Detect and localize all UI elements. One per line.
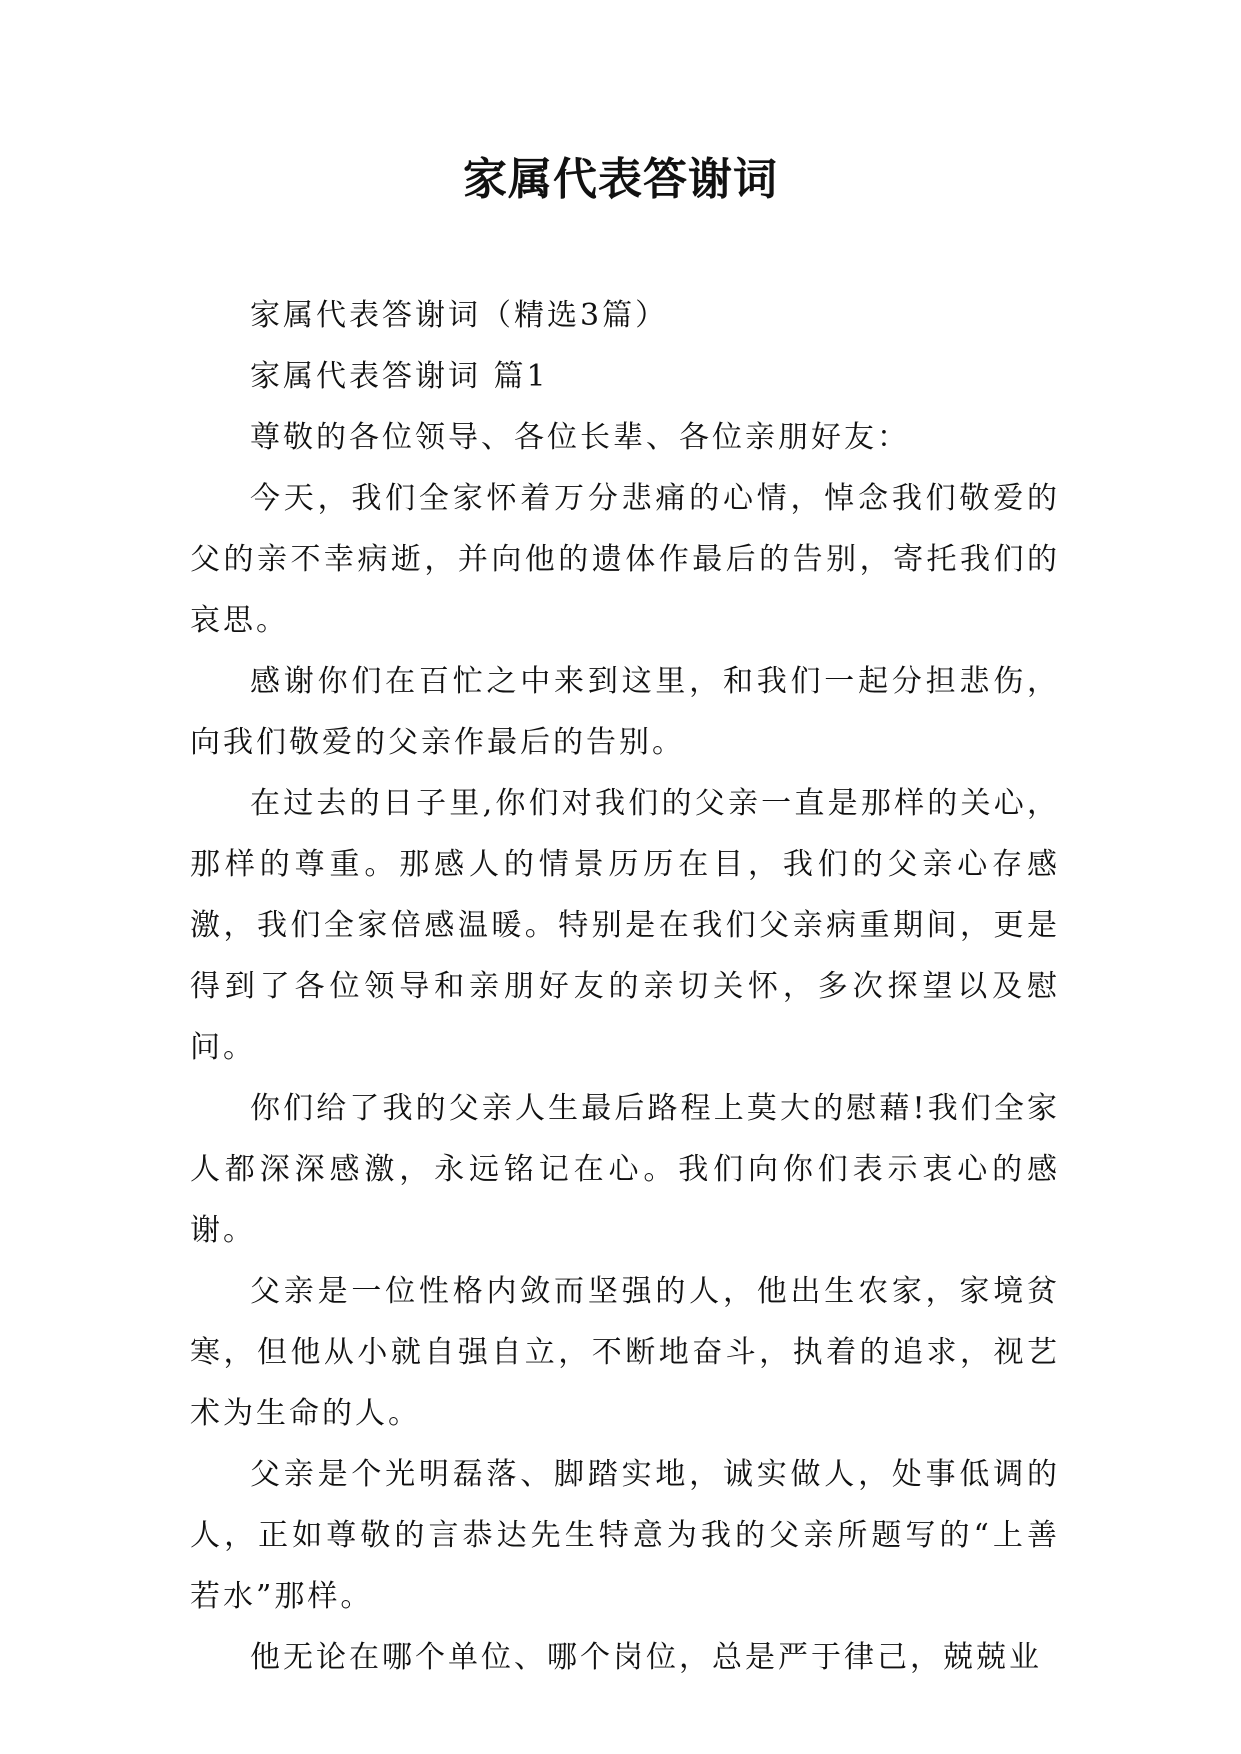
paragraph-section-heading: 家属代表答谢词 篇1 bbox=[250, 359, 549, 394]
paragraph: 你们给了我的父亲人生最后路程上莫大的慰藉!我们全家人都深深感激，永远铭记在心。我们向你们表示衷心的感谢。 bbox=[190, 1091, 1060, 1248]
paragraph: 今天，我们全家怀着万分悲痛的心情，悼念我们敬爱的父的亲不幸病逝，并向他的遗体作最后的告别，寄托我们的哀思。 bbox=[190, 481, 1060, 638]
document-body bbox=[190, 285, 1060, 1688]
paragraph: 父亲是个光明磊落、脚踏实地，诚实做人，处事低调的人，正如尊敬的言恭达先生特意为我的父亲所题写的“上善若水”那样。 bbox=[190, 1457, 1060, 1614]
paragraph-subtitle: 家属代表答谢词（精选3篇） bbox=[250, 298, 669, 333]
paragraph: 他无论在哪个单位、哪个岗位，总是严于律己，兢兢业 bbox=[250, 1640, 1042, 1675]
paragraph: 在过去的日子里,你们对我们的父亲一直是那样的关心，那样的尊重。那感人的情景历历在目，我们的父亲心存感激，我们全家倍感温暖。特别是在我们父亲病重期间，更是得到了各位领导和亲朋好友的亲切关怀，多次探望以及慰问。 bbox=[190, 786, 1060, 1065]
document-title: 家属代表答谢词 bbox=[463, 154, 778, 205]
paragraph: 感谢你们在百忙之中来到这里，和我们一起分担悲伤，向我们敬爱的父亲作最后的告别。 bbox=[190, 664, 1060, 760]
paragraph-salutation: 尊敬的各位领导、各位长辈、各位亲朋好友： bbox=[250, 420, 910, 455]
paragraph: 父亲是一位性格内敛而坚强的人，他出生农家，家境贫寒，但他从小就自强自立，不断地奋斗，执着的追求，视艺术为生命的人。 bbox=[190, 1274, 1060, 1431]
